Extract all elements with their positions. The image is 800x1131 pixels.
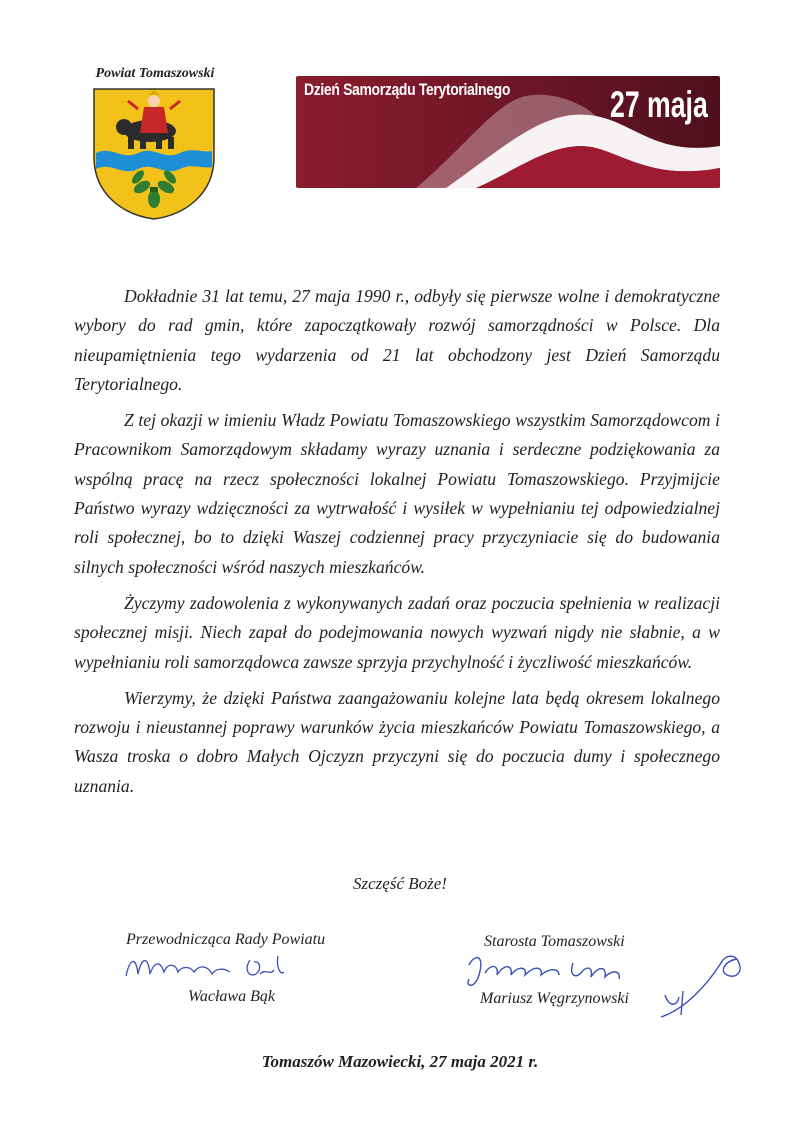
place-and-date: Tomaszów Mazowiecki, 27 maja 2021 r. — [261, 1052, 539, 1071]
paragraph: Dokładnie 31 lat temu, 27 maja 1990 r., odbyły się pierwsze wolne i demokratyczne wybory do rad gmin, które zapoczątkowały rozwój samorządności w Polsce. Dla nieupamiętnienia tego wydarzenia od 21 lat obchodzony jest Dzień Samorządu Terytorialnego. — [74, 286, 720, 394]
left-signatory-name: Wacława Bąk — [188, 988, 275, 1005]
paragraph: Wierzymy, że dzięki Państwa zaangażowaniu kolejne lata będą okresem lokalnego rozwoju i nieustannej poprawy warunków życia mieszkańców Powiatu Tomaszowskiego, a Wasza troska o dobro Małych Ojczyzn przyczyni się do poczucia dumy i społecznego uznania. — [74, 687, 720, 796]
closing-greeting: Szczęść Boże! — [353, 874, 447, 893]
banner-title: Dzień Samorządu Terytorialnego — [304, 80, 511, 99]
left-signatory-title: Przewodnicząca Rady Powiatu — [126, 931, 326, 948]
right-handwritten-signature — [455, 945, 755, 1025]
letter-body — [74, 282, 720, 808]
right-signatory-title: Starosta Tomaszowski — [484, 933, 625, 950]
right-signatory-name: Mariusz Węgrzynowski — [480, 990, 629, 1007]
coat-of-arms-emblem — [92, 87, 216, 221]
left-handwritten-signature — [120, 948, 320, 988]
paragraph: Z tej okazji w imieniu Władz Powiatu Tomaszowskiego wszystkim Samorządowcom i Pracownikom Samorządowym składamy wyrazy uznania i serdeczne podziękowania za wspólną pracę na rzecz społeczności lokalnej Powiatu Tomaszowskiego. Przyjmijcie Państwo wyrazy wdzięczności za wytrwałość i wysiłek w wypełnianiu tej odpowiedzialnej roli społecznej, bo to dzięki Waszej codziennej pracy przyczyniacie się do budowania silnych społeczności wśród naszych mieszkańców. — [74, 410, 720, 577]
paragraph: Życzymy zadowolenia z wykonywanych zadań oraz poczucia spełnienia w realizacji społecznej misji. Niech zapał do podejmowania nowych wyzwań nigdy nie słabnie, a w wypełnianiu roli samorządowca zawsze sprzyja przychylność i życzliwość mieszkańców. — [74, 592, 720, 672]
banner-date: 27 maja — [610, 84, 708, 125]
day-banner — [296, 76, 720, 188]
county-label: Powiat Tomaszowski — [95, 66, 215, 81]
